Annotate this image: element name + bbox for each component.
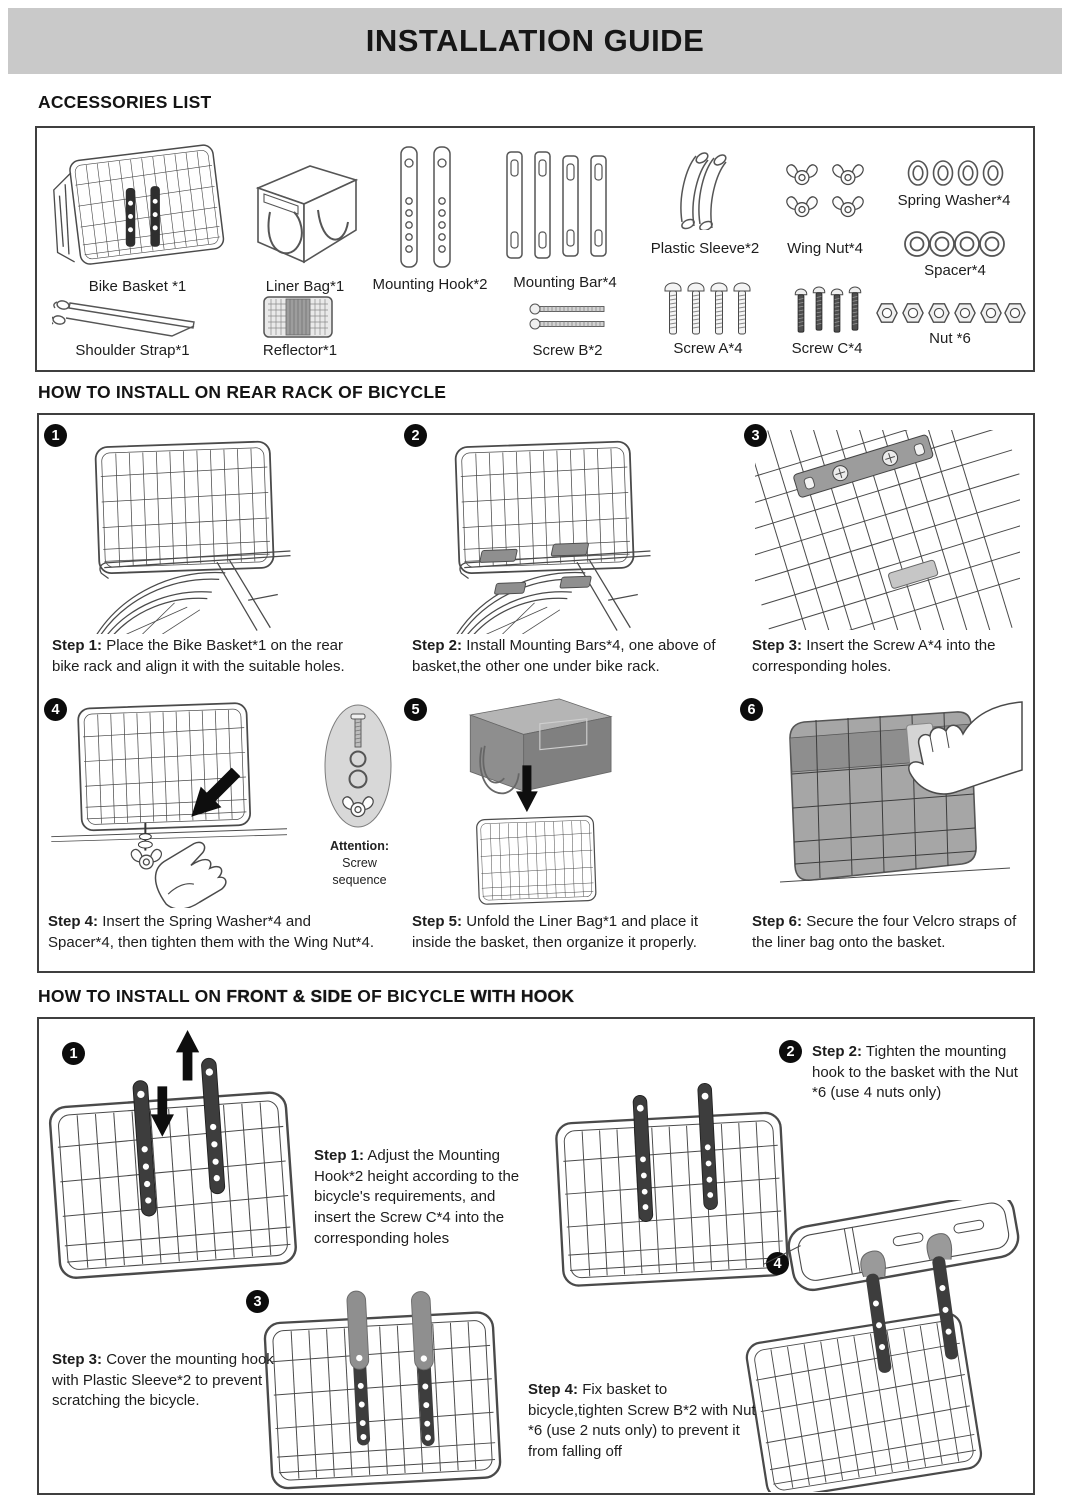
attention-caption: Attention: Screw sequence: [329, 839, 389, 887]
front-step1-illustration: [42, 1030, 304, 1292]
accessory-label: Screw A*4: [673, 340, 743, 357]
screw-c-icon: [793, 286, 863, 334]
step-text: Step 3: Cover the mounting hook with Plastic Sleeve*2 to prevent scratching the bicycle.: [52, 1351, 274, 1410]
accessory-label: Spring Washer*4: [897, 192, 1011, 209]
step-text: Step 1: Place the Bike Basket*1 on the rear bike rack and align it with the suitable holes.: [52, 637, 345, 675]
step-text: Step 5: Unfold the Liner Bag*1 and place it inside the basket, then organize it properly.: [412, 913, 699, 951]
accessory-label: Screw B*2: [532, 342, 603, 359]
step-text: Step 3: Insert the Screw A*4 into the corresponding holes.: [752, 637, 996, 675]
step-number-badge: 6: [740, 698, 763, 721]
page-title: INSTALLATION GUIDE: [365, 23, 705, 58]
shoulder-strap-icon: [52, 298, 202, 338]
step-text: Step 6: Secure the four Velcro straps of the liner bag onto the basket.: [752, 913, 1017, 951]
step-number-badge: 1: [44, 424, 67, 447]
front-section-heading: HOW TO INSTALL ON FRONT & SIDE OF BICYCLE WITH HOOK: [38, 986, 575, 1006]
step-number-badge: 4: [766, 1252, 789, 1275]
mounting-bar-icon: [505, 150, 617, 262]
step-number-badge: 5: [404, 698, 427, 721]
liner-bag-icon: [248, 150, 366, 268]
nut-icon: [876, 302, 1026, 326]
accessory-label: Plastic Sleeve*2: [650, 240, 760, 257]
rear-section-heading: HOW TO INSTALL ON REAR RACK OF BICYCLE: [38, 382, 447, 402]
step-number-badge: 1: [62, 1042, 85, 1065]
accessory-label: Reflector*1: [262, 342, 338, 359]
rear-step2-illustration: [412, 438, 712, 634]
accessory-label: Mounting Bar*4: [513, 274, 617, 291]
front-step3-illustration: [258, 1288, 508, 1493]
rear-step6-illustration: [760, 696, 1025, 900]
reflector-icon: [263, 296, 333, 338]
rear-step5-illustration: [435, 694, 635, 906]
spacer-icon: [903, 230, 1007, 258]
accessory-label: Shoulder Strap*1: [75, 342, 190, 359]
step-text: Step 2: Tighten the mounting hook to the basket with the Nut *6 (use 4 nuts only): [812, 1043, 1018, 1102]
step-text: Step 4: Insert the Spring Washer*4 and Spacer*4, then tighten them with the Wing Nut*4.: [48, 913, 375, 951]
accessory-label: Mounting Hook*2: [372, 276, 488, 293]
wing-nut-icon: [783, 162, 869, 222]
bike-basket-icon: [50, 140, 230, 274]
rear-step4-illustration: [48, 700, 318, 908]
spring-washer-icon: [905, 158, 1005, 188]
step-text: Step 4: Fix basket to bicycle,tighten Screw B*2 with Nut *6 (use 2 nuts only) to prevent it from falling off: [528, 1381, 756, 1461]
step-number-badge: 2: [779, 1040, 802, 1063]
plastic-sleeve-icon: [678, 150, 730, 230]
accessories-heading: ACCESSORIES LIST: [38, 92, 212, 112]
header-bar: [8, 8, 1062, 74]
step-number-badge: 3: [246, 1290, 269, 1313]
accessory-label: Wing Nut*4: [787, 240, 863, 257]
screw-a-icon: [663, 282, 753, 336]
accessory-label: Bike Basket *1: [88, 278, 187, 295]
mounting-hook-icon: [398, 145, 456, 270]
accessory-label: Screw C*4: [791, 340, 863, 357]
accessory-label: Nut *6: [929, 330, 971, 347]
accessory-label: Liner Bag*1: [265, 278, 345, 295]
rear-step3-illustration: [755, 430, 1020, 630]
step-number-badge: 3: [744, 424, 767, 447]
step-number-badge: 2: [404, 424, 427, 447]
accessory-label: Spacer*4: [924, 262, 986, 279]
screw-b-icon: [528, 302, 608, 332]
step-text: Step 1: Adjust the Mounting Hook*2 height according to the bicycle's requirements, and insert the Screw C*4 into the corresponding holes: [314, 1147, 520, 1247]
attention-screw-sequence-illustration: [322, 702, 394, 834]
step-text: Step 2: Install Mounting Bars*4, one above of basket,the other one under bike rack.: [412, 637, 716, 675]
step-number-badge: 4: [44, 698, 67, 721]
rear-step1-illustration: [52, 438, 352, 634]
